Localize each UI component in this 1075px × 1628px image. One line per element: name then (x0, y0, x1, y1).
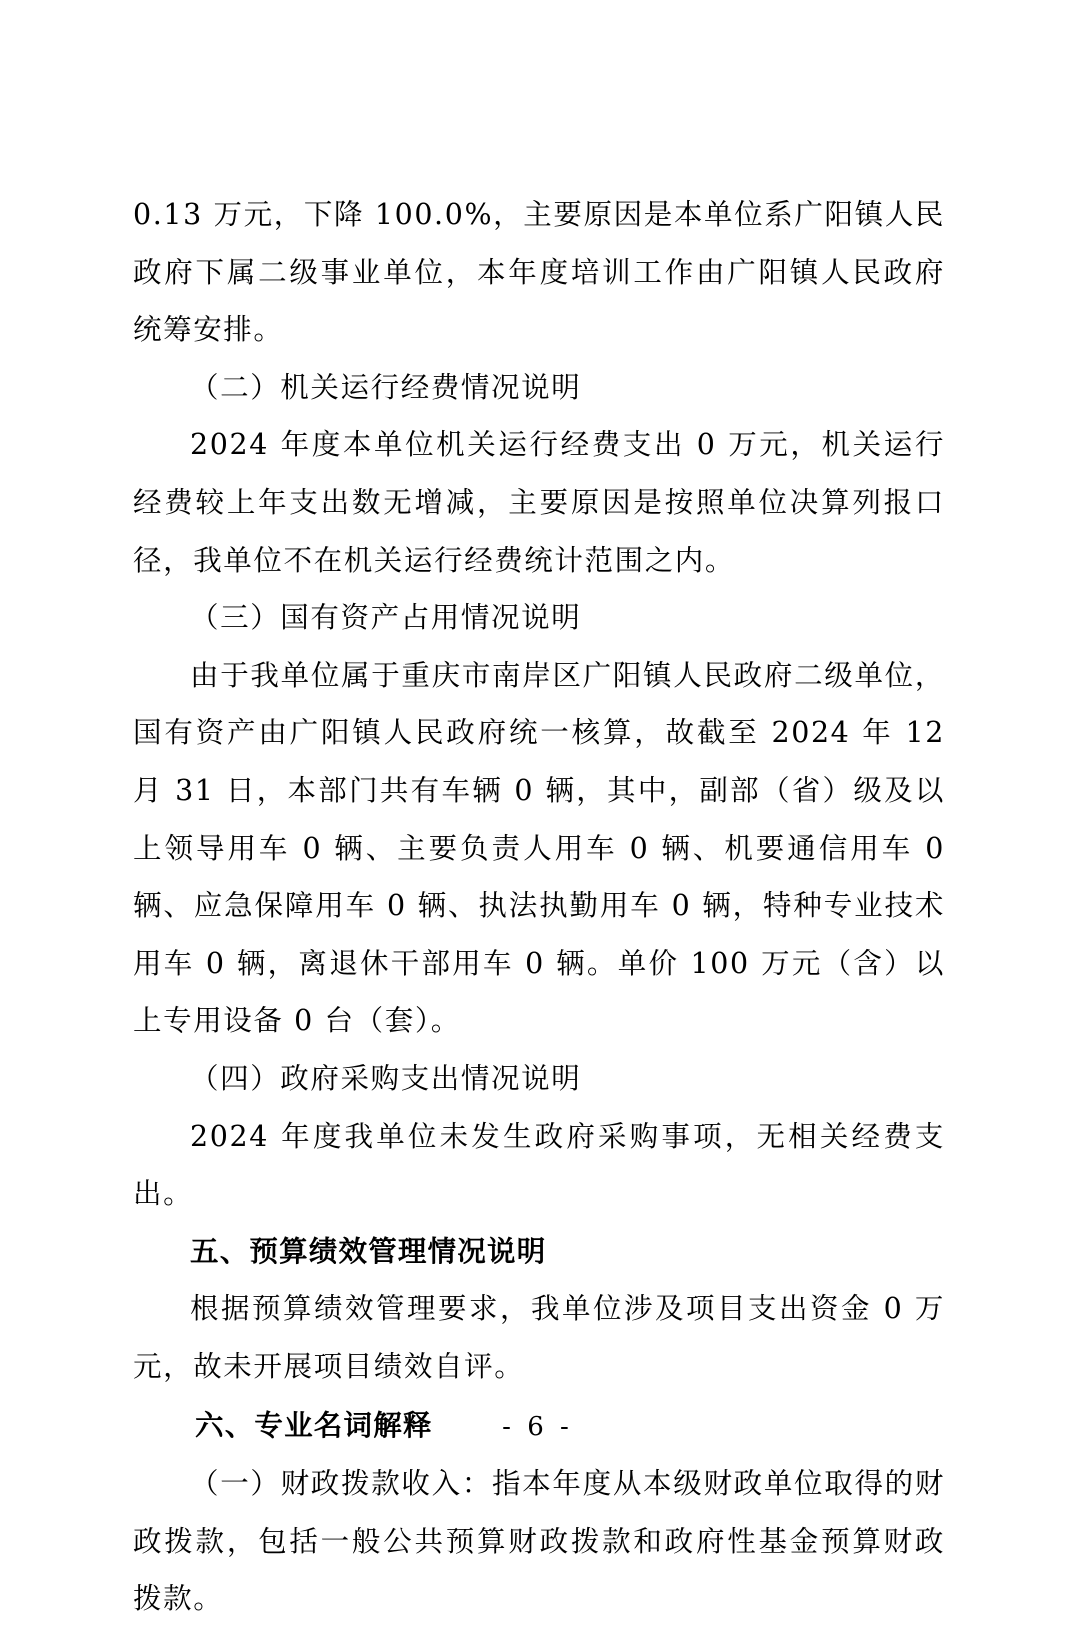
section-heading-performance: 五、预算绩效管理情况说明 (190, 1234, 547, 1268)
paragraph-operating-funds: 2024 年度本单位机关运行经费支出 0 万元，机关运行经费较上年支出数无增减，主要原因是按照单位决算列报口径，我单位不在机关运行经费统计范围之内。 (133, 428, 945, 577)
paragraph-performance: 根据预算绩效管理要求，我单位涉及项目支出资金 0 万元，故未开展项目绩效自评。 (133, 1292, 945, 1383)
glossary-item-fiscal-appropriation (133, 1455, 945, 1628)
glossary-term-label: （一）财政拨款收入： (190, 1467, 493, 1501)
paragraph-state-assets: 由于我单位属于重庆市南岸区广阳镇人民政府二级单位，国有资产由广阳镇人民政府统一核算，故截至 2024 年 12 月 31 日，本部门共有车辆 0 辆，其中，副部（省）级及以上领导用车 0 辆、主要负责人用车 0 辆、机要通信用车 0 辆、应急保障用车 0 辆、执法执勤用车 0 辆，特种专业技术用车 0 辆，离退休干部用车 0 辆。单价 100 万元（含）以上专用设备 0 台（套）。 (133, 658, 945, 1038)
glossary-term-definition: 指本年度从本级财政单位取得的财政拨款，包括一般公共预算财政拨款和政府性基金预算财政拨款。 (133, 1467, 945, 1616)
paragraph-procurement: 2024 年度我单位未发生政府采购事项，无相关经费支出。 (133, 1119, 945, 1211)
subheading-procurement: （四）政府采购支出情况说明 (190, 1061, 582, 1095)
section-heading-glossary: 六、专业名词解释 (195, 1409, 433, 1443)
page-number: - 6 - (502, 1412, 573, 1442)
subheading-state-assets: （三）国有资产占用情况说明 (190, 601, 582, 635)
paragraph-training-cost: 0.13 万元，下降 100.0%，主要原因是本单位系广阳镇人民政府下属二级事业单位，本年度培训工作由广阳镇人民政府统筹安排。 (133, 198, 945, 347)
subheading-operating-funds: （二）机关运行经费情况说明 (190, 370, 582, 404)
